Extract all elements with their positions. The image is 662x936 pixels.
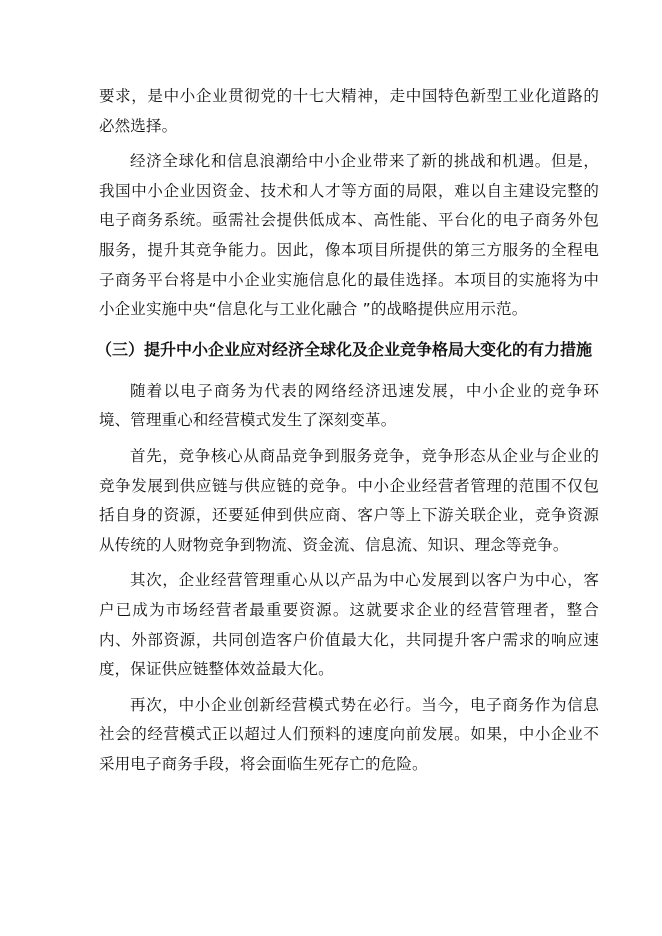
paragraph-network-economy: 随着以电子商务为代表的网络经济迅速发展，中小企业的竞争环境、管理重心和经营模式发生了深刻变革。 <box>99 381 599 430</box>
section-heading: （三）提升中小企业应对经济全球化及企业竞争格局大变化的有力措施 <box>96 339 593 359</box>
paragraph-first-point: 首先，竞争核心从商品竞争到服务竞争，竞争形态从企业与企业的竞争发展到供应链与供应链的竞争。中小企业经营者管理的范围不仅包括自身的资源，还要延伸到供应商、客户等上下游关联企业，竞争资源从传统的人财物竞争到物流、资金流、信息流、知识、理念等竞争。 <box>99 446 599 554</box>
paragraph-continuation: 要求，是中小企业贯彻党的十七大精神，走中国特色新型工业化道路的必然选择。 <box>99 87 599 135</box>
paragraph-second-point: 其次，企业经营管理重心从以产品为中心发展到以客户为中心，客户已成为市场经营者最重要资源。这就要求企业的经营管理者，整合内、外部资源，共同创造客户价值最大化，共同提升客户需求的响应速度，保证供应链整体效益最大化。 <box>99 571 599 679</box>
paragraph-third-point: 再次，中小企业创新经营模式势在必行。当今，电子商务作为信息社会的经营模式正以超过人们预料的速度向前发展。如果，中小企业不采用电子商务手段，将会面临生死存亡的危险。 <box>99 695 599 773</box>
paragraph-globalization: 经济全球化和信息浪潮给中小企业带来了新的挑战和机遇。但是，我国中小企业因资金、技术和人才等方面的局限，难以自主建设完整的电子商务系统。亟需社会提供低成本、高性能、平台化的电子商务外包服务，提升其竞争能力。因此，像本项目所提供的第三方服务的全程电子商务平台将是中小企业实施信息化的最佳选择。本项目的实施将为中小企业实施中央“信息化与工业化融合 ”的战略提供应用示范。 <box>99 152 599 319</box>
document-body <box>96 82 599 785</box>
